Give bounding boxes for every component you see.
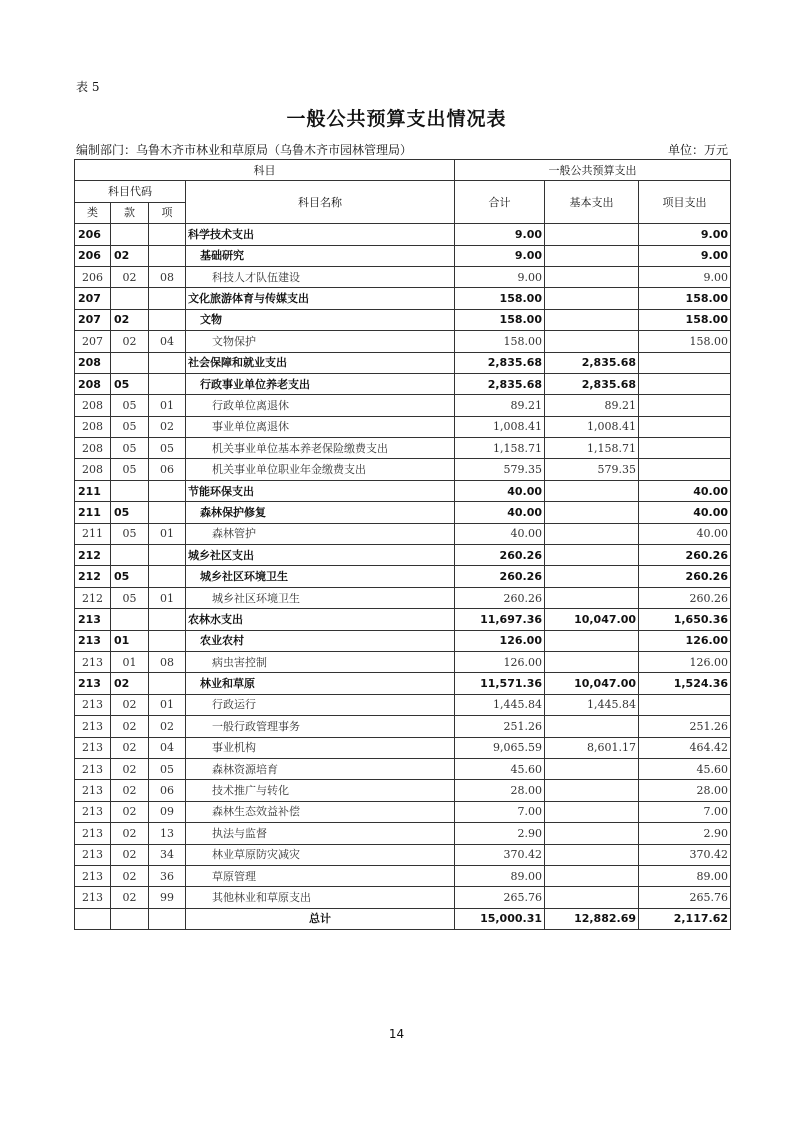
cell-lei: 208	[75, 438, 111, 459]
header-code: 科目代码	[75, 181, 186, 202]
cell-xiang	[149, 502, 186, 523]
cell-total: 2,835.68	[455, 352, 545, 373]
cell-xiang: 01	[149, 587, 186, 608]
cell-xiang: 05	[149, 438, 186, 459]
cell-basic: 1,158.71	[545, 438, 639, 459]
cell-basic	[545, 502, 639, 523]
cell-name: 文物保护	[186, 331, 455, 352]
table-row	[75, 737, 731, 758]
cell-xiang	[149, 480, 186, 501]
cell-xiang	[149, 673, 186, 694]
cell-kuan: 02	[111, 737, 149, 758]
cell-name: 科技人才队伍建设	[186, 266, 455, 287]
cell-name: 事业单位离退休	[186, 416, 455, 437]
cell-total: 45.60	[455, 758, 545, 779]
table-number: 表 5	[76, 80, 100, 94]
cell-kuan: 05	[111, 373, 149, 394]
cell-name: 文物	[186, 309, 455, 330]
cell-total: 11,697.36	[455, 609, 545, 630]
cell-total: 7.00	[455, 801, 545, 822]
cell-total: 579.35	[455, 459, 545, 480]
cell-kuan: 05	[111, 459, 149, 480]
cell-kuan: 02	[111, 887, 149, 908]
cell-basic: 579.35	[545, 459, 639, 480]
cell-total: 28.00	[455, 780, 545, 801]
header-budget: 一般公共预算支出	[455, 160, 731, 181]
table-row	[75, 758, 731, 779]
cell-xiang: 99	[149, 887, 186, 908]
cell-kuan: 02	[111, 801, 149, 822]
cell-kuan: 02	[111, 823, 149, 844]
table-row	[75, 438, 731, 459]
cell-project: 89.00	[639, 865, 731, 886]
cell-kuan	[111, 545, 149, 566]
cell-name: 基础研究	[186, 245, 455, 266]
cell-kuan: 02	[111, 266, 149, 287]
cell-kuan: 02	[111, 694, 149, 715]
cell-kuan: 05	[111, 438, 149, 459]
cell-kuan: 05	[111, 566, 149, 587]
cell-total: 1,158.71	[455, 438, 545, 459]
cell-xiang: 01	[149, 395, 186, 416]
cell-lei: 212	[75, 587, 111, 608]
cell-total: 9.00	[455, 224, 545, 245]
cell-basic	[545, 288, 639, 309]
cell-name: 农业农村	[186, 630, 455, 651]
cell-basic: 2,835.68	[545, 373, 639, 394]
cell-name: 林业和草原	[186, 673, 455, 694]
cell-project: 158.00	[639, 288, 731, 309]
cell-name: 节能环保支出	[186, 480, 455, 501]
cell-total: 126.00	[455, 651, 545, 672]
cell-kuan: 01	[111, 651, 149, 672]
cell-basic	[545, 587, 639, 608]
cell-kuan: 01	[111, 630, 149, 651]
table-row	[75, 245, 731, 266]
cell-total: 11,571.36	[455, 673, 545, 694]
grand-total-basic: 12,882.69	[545, 908, 639, 929]
cell-lei: 211	[75, 480, 111, 501]
cell-total: 1,445.84	[455, 694, 545, 715]
cell-xiang: 08	[149, 651, 186, 672]
cell-basic	[545, 480, 639, 501]
cell-basic: 10,047.00	[545, 673, 639, 694]
cell-lei: 213	[75, 887, 111, 908]
cell-name: 事业机构	[186, 737, 455, 758]
cell-total: 260.26	[455, 566, 545, 587]
cell-xiang: 06	[149, 780, 186, 801]
table-row	[75, 844, 731, 865]
cell-basic	[545, 224, 639, 245]
cell-kuan: 02	[111, 865, 149, 886]
cell-kuan: 05	[111, 523, 149, 544]
header-project: 项目支出	[639, 181, 731, 224]
table-row	[75, 651, 731, 672]
cell-lei: 213	[75, 673, 111, 694]
cell-kuan: 02	[111, 309, 149, 330]
table-row	[75, 716, 731, 737]
cell-total: 89.21	[455, 395, 545, 416]
cell-kuan: 02	[111, 758, 149, 779]
cell-xiang	[149, 545, 186, 566]
grand-total-label: 总计	[186, 908, 455, 929]
cell-project: 370.42	[639, 844, 731, 865]
cell-total: 158.00	[455, 309, 545, 330]
cell-lei: 208	[75, 352, 111, 373]
cell-project: 40.00	[639, 480, 731, 501]
cell-project: 260.26	[639, 566, 731, 587]
cell-project	[639, 395, 731, 416]
cell-basic: 89.21	[545, 395, 639, 416]
cell-lei: 206	[75, 245, 111, 266]
cell-project: 260.26	[639, 545, 731, 566]
cell-basic	[545, 245, 639, 266]
table-row	[75, 309, 731, 330]
cell-basic	[545, 630, 639, 651]
cell-total: 9,065.59	[455, 737, 545, 758]
table-row	[75, 566, 731, 587]
cell-name: 行政运行	[186, 694, 455, 715]
cell-lei: 213	[75, 780, 111, 801]
cell-project	[639, 416, 731, 437]
cell-xiang	[149, 373, 186, 394]
cell-xiang: 34	[149, 844, 186, 865]
cell-xiang	[149, 224, 186, 245]
cell-project: 2.90	[639, 823, 731, 844]
table-row	[75, 587, 731, 608]
cell-lei: 212	[75, 545, 111, 566]
cell-basic: 1,008.41	[545, 416, 639, 437]
cell-xiang: 36	[149, 865, 186, 886]
header-name: 科目名称	[186, 181, 455, 224]
table-row	[75, 288, 731, 309]
cell-lei: 213	[75, 844, 111, 865]
cell-kuan: 05	[111, 502, 149, 523]
header-kuan: 款	[111, 202, 149, 223]
table-row	[75, 801, 731, 822]
cell-xiang: 13	[149, 823, 186, 844]
cell-lei: 213	[75, 823, 111, 844]
table-row	[75, 266, 731, 287]
cell-total: 40.00	[455, 480, 545, 501]
cell-kuan: 02	[111, 245, 149, 266]
cell-kuan: 05	[111, 416, 149, 437]
table-row	[75, 331, 731, 352]
cell-basic	[545, 716, 639, 737]
cell-total: 158.00	[455, 288, 545, 309]
cell-project: 40.00	[639, 523, 731, 544]
header-xiang: 项	[149, 202, 186, 223]
cell-project: 158.00	[639, 331, 731, 352]
table-row	[75, 609, 731, 630]
grand-total-row	[75, 908, 731, 929]
cell-basic	[545, 545, 639, 566]
cell-total: 9.00	[455, 266, 545, 287]
cell-total: 40.00	[455, 523, 545, 544]
cell-name: 城乡社区环境卫生	[186, 587, 455, 608]
cell-basic	[545, 801, 639, 822]
cell-project: 126.00	[639, 651, 731, 672]
cell-project: 7.00	[639, 801, 731, 822]
cell-basic: 8,601.17	[545, 737, 639, 758]
header-subject: 科目	[75, 160, 455, 181]
cell-total: 370.42	[455, 844, 545, 865]
cell-basic	[545, 865, 639, 886]
header-basic: 基本支出	[545, 181, 639, 224]
cell-name: 机关事业单位基本养老保险缴费支出	[186, 438, 455, 459]
cell-total: 1,008.41	[455, 416, 545, 437]
cell-lei: 213	[75, 609, 111, 630]
cell-name: 城乡社区支出	[186, 545, 455, 566]
cell-lei: 207	[75, 309, 111, 330]
cell-name: 行政事业单位养老支出	[186, 373, 455, 394]
cell-name: 科学技术支出	[186, 224, 455, 245]
cell-xiang: 02	[149, 716, 186, 737]
cell-kuan: 05	[111, 587, 149, 608]
cell-total: 2,835.68	[455, 373, 545, 394]
cell-lei: 208	[75, 459, 111, 480]
cell-project: 1,524.36	[639, 673, 731, 694]
cell-name: 林业草原防灾减灾	[186, 844, 455, 865]
cell-basic	[545, 309, 639, 330]
cell-xiang	[149, 630, 186, 651]
cell-name: 森林资源培育	[186, 758, 455, 779]
table-row	[75, 887, 731, 908]
cell-lei: 213	[75, 630, 111, 651]
cell-project: 9.00	[639, 266, 731, 287]
cell-lei: 207	[75, 331, 111, 352]
cell-project: 251.26	[639, 716, 731, 737]
cell-total: 158.00	[455, 331, 545, 352]
cell-xiang	[149, 609, 186, 630]
department-label: 编制部门：乌鲁木齐市林业和草原局（乌鲁木齐市园林管理局）	[76, 143, 413, 157]
cell-project: 265.76	[639, 887, 731, 908]
grand-total-total: 15,000.31	[455, 908, 545, 929]
cell-name: 行政单位离退休	[186, 395, 455, 416]
cell-name: 执法与监督	[186, 823, 455, 844]
cell-project	[639, 373, 731, 394]
table-row	[75, 502, 731, 523]
cell-kuan	[111, 288, 149, 309]
cell-project: 158.00	[639, 309, 731, 330]
cell-project: 45.60	[639, 758, 731, 779]
cell-basic	[545, 266, 639, 287]
table-row	[75, 694, 731, 715]
cell-total: 126.00	[455, 630, 545, 651]
cell-project: 1,650.36	[639, 609, 731, 630]
cell-total: 251.26	[455, 716, 545, 737]
cell-xiang: 06	[149, 459, 186, 480]
cell-project: 40.00	[639, 502, 731, 523]
cell-lei: 213	[75, 758, 111, 779]
table-row	[75, 523, 731, 544]
cell-kuan: 02	[111, 673, 149, 694]
cell-basic	[545, 523, 639, 544]
cell-kuan	[111, 224, 149, 245]
cell-project: 260.26	[639, 587, 731, 608]
cell-xiang: 09	[149, 801, 186, 822]
cell-basic: 10,047.00	[545, 609, 639, 630]
cell-kuan: 02	[111, 331, 149, 352]
cell-total: 89.00	[455, 865, 545, 886]
cell-lei: 213	[75, 694, 111, 715]
cell-xiang	[149, 245, 186, 266]
cell-lei: 213	[75, 801, 111, 822]
header-total: 合计	[455, 181, 545, 224]
cell-xiang: 01	[149, 523, 186, 544]
cell-xiang	[149, 352, 186, 373]
cell-lei: 207	[75, 288, 111, 309]
table-body	[75, 224, 731, 909]
cell-name: 森林生态效益补偿	[186, 801, 455, 822]
cell-xiang: 01	[149, 694, 186, 715]
cell-lei: 212	[75, 566, 111, 587]
cell-lei: 213	[75, 737, 111, 758]
cell-basic	[545, 758, 639, 779]
cell-xiang: 08	[149, 266, 186, 287]
page-title: 一般公共预算支出情况表	[286, 108, 507, 130]
table-row	[75, 416, 731, 437]
cell-total: 2.90	[455, 823, 545, 844]
unit-label: 单位：万元	[667, 143, 728, 157]
cell-name: 文化旅游体育与传媒支出	[186, 288, 455, 309]
cell-lei: 213	[75, 651, 111, 672]
table-row	[75, 545, 731, 566]
cell-kuan: 02	[111, 844, 149, 865]
cell-total: 260.26	[455, 545, 545, 566]
cell-project: 464.42	[639, 737, 731, 758]
cell-lei: 208	[75, 416, 111, 437]
cell-kuan: 05	[111, 395, 149, 416]
cell-lei: 213	[75, 716, 111, 737]
cell-basic: 2,835.68	[545, 352, 639, 373]
cell-name: 森林管护	[186, 523, 455, 544]
header-lei: 类	[75, 202, 111, 223]
cell-xiang: 04	[149, 331, 186, 352]
cell-basic: 1,445.84	[545, 694, 639, 715]
table-row	[75, 865, 731, 886]
cell-project	[639, 352, 731, 373]
cell-basic	[545, 566, 639, 587]
cell-xiang	[149, 309, 186, 330]
cell-basic	[545, 823, 639, 844]
cell-total: 260.26	[455, 587, 545, 608]
cell-name: 技术推广与转化	[186, 780, 455, 801]
cell-project: 9.00	[639, 224, 731, 245]
table-row	[75, 780, 731, 801]
cell-name: 病虫害控制	[186, 651, 455, 672]
budget-table	[74, 159, 731, 930]
table-row	[75, 823, 731, 844]
cell-xiang: 05	[149, 758, 186, 779]
cell-name: 其他林业和草原支出	[186, 887, 455, 908]
cell-name: 机关事业单位职业年金缴费支出	[186, 459, 455, 480]
cell-basic	[545, 780, 639, 801]
cell-project: 9.00	[639, 245, 731, 266]
cell-lei: 213	[75, 865, 111, 886]
cell-basic	[545, 844, 639, 865]
table-row	[75, 673, 731, 694]
cell-lei: 208	[75, 395, 111, 416]
grand-total-project: 2,117.62	[639, 908, 731, 929]
cell-kuan	[111, 352, 149, 373]
cell-lei: 211	[75, 502, 111, 523]
cell-kuan: 02	[111, 780, 149, 801]
table-row	[75, 630, 731, 651]
cell-xiang	[149, 566, 186, 587]
table-row	[75, 224, 731, 245]
cell-xiang: 02	[149, 416, 186, 437]
cell-lei: 206	[75, 266, 111, 287]
table-row	[75, 373, 731, 394]
cell-basic	[545, 887, 639, 908]
cell-name: 社会保障和就业支出	[186, 352, 455, 373]
page-number: 14	[388, 1027, 405, 1041]
cell-xiang	[149, 288, 186, 309]
cell-kuan	[111, 609, 149, 630]
cell-project	[639, 694, 731, 715]
cell-project: 126.00	[639, 630, 731, 651]
cell-total: 40.00	[455, 502, 545, 523]
cell-project	[639, 438, 731, 459]
cell-project	[639, 459, 731, 480]
cell-name: 城乡社区环境卫生	[186, 566, 455, 587]
cell-lei: 206	[75, 224, 111, 245]
cell-name: 草原管理	[186, 865, 455, 886]
cell-lei: 211	[75, 523, 111, 544]
table-row	[75, 352, 731, 373]
cell-project: 28.00	[639, 780, 731, 801]
cell-kuan: 02	[111, 716, 149, 737]
cell-name: 森林保护修复	[186, 502, 455, 523]
cell-basic	[545, 651, 639, 672]
cell-total: 9.00	[455, 245, 545, 266]
cell-kuan	[111, 480, 149, 501]
cell-name: 农林水支出	[186, 609, 455, 630]
cell-name: 一般行政管理事务	[186, 716, 455, 737]
cell-total: 265.76	[455, 887, 545, 908]
table-row	[75, 480, 731, 501]
cell-xiang: 04	[149, 737, 186, 758]
table-row	[75, 459, 731, 480]
cell-lei: 208	[75, 373, 111, 394]
cell-basic	[545, 331, 639, 352]
table-row	[75, 395, 731, 416]
